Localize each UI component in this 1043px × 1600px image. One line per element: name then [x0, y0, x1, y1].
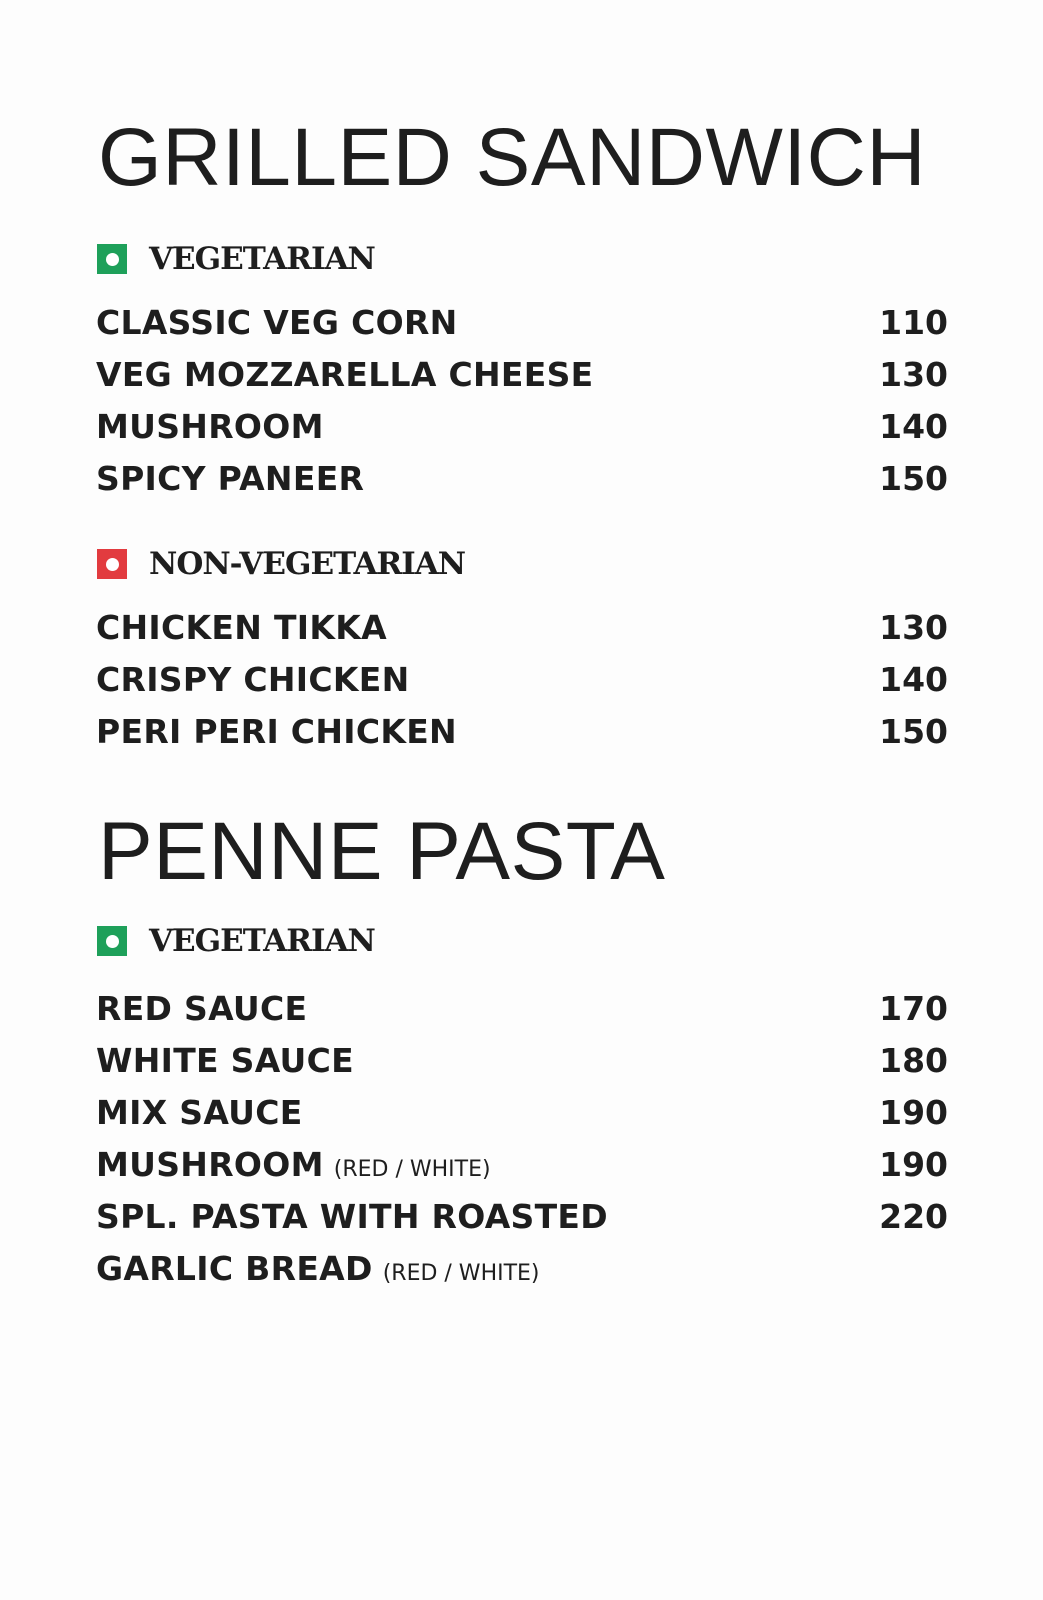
item-note: (RED / WHITE) [333, 1157, 491, 1182]
menu-item [96, 401, 948, 453]
veg-indicator-icon [97, 244, 127, 274]
veg-indicator-icon [97, 926, 127, 956]
menu-item [96, 1243, 948, 1295]
category-non-vegetarian-sandwich [97, 546, 465, 582]
sandwich-veg-list [96, 297, 948, 505]
item-price: 150 [879, 459, 948, 498]
item-name: SPICY PANEER [96, 459, 365, 498]
item-name: WHITE SAUCE [96, 1041, 354, 1080]
item-name: CHICKEN TIKKA [96, 608, 387, 647]
item-name: VEG MOZZARELLA CHEESE [96, 355, 594, 394]
non-veg-indicator-icon [97, 549, 127, 579]
menu-item [96, 297, 948, 349]
item-price: 130 [879, 608, 948, 647]
menu-item [96, 1191, 948, 1243]
menu-item [96, 602, 948, 654]
item-price: 140 [879, 407, 948, 446]
item-name: GARLIC BREAD [96, 1249, 373, 1288]
section-title-penne-pasta: PENNE PASTA [98, 806, 666, 897]
item-price: 110 [879, 303, 948, 342]
category-label: NON-VEGETARIAN [149, 546, 466, 582]
menu-item [96, 654, 948, 706]
item-price: 140 [879, 660, 948, 699]
item-note: (RED / WHITE) [382, 1261, 540, 1286]
category-vegetarian-sandwich [97, 241, 375, 277]
item-price: 130 [879, 355, 948, 394]
item-name: SPL. PASTA WITH ROASTED [96, 1197, 608, 1236]
item-name: MUSHROOM [96, 1145, 324, 1184]
sandwich-non-veg-list [96, 602, 948, 758]
item-name: CRISPY CHICKEN [96, 660, 410, 699]
item-price: 170 [879, 989, 948, 1028]
item-name-wrap [96, 1243, 540, 1302]
item-name: MIX SAUCE [96, 1093, 303, 1132]
item-name: PERI PERI CHICKEN [96, 712, 457, 751]
menu-item [96, 453, 948, 505]
section-title-grilled-sandwich: GRILLED SANDWICH [98, 112, 927, 203]
pasta-veg-list [96, 983, 948, 1295]
menu-item [96, 983, 948, 1035]
item-price: 180 [879, 1041, 948, 1080]
menu-item [96, 1139, 948, 1191]
item-name: RED SAUCE [96, 989, 308, 1028]
item-price: 220 [879, 1197, 948, 1236]
item-price: 190 [879, 1145, 948, 1184]
category-label: VEGETARIAN [149, 241, 375, 277]
item-name-wrap [96, 1139, 491, 1198]
menu-item [96, 1087, 948, 1139]
menu-item [96, 706, 948, 758]
item-price: 150 [879, 712, 948, 751]
category-label: VEGETARIAN [149, 923, 375, 959]
item-name: MUSHROOM [96, 407, 324, 446]
menu-item [96, 1035, 948, 1087]
item-name: CLASSIC VEG CORN [96, 303, 458, 342]
item-price: 190 [879, 1093, 948, 1132]
category-vegetarian-pasta [97, 923, 375, 959]
menu-item [96, 349, 948, 401]
